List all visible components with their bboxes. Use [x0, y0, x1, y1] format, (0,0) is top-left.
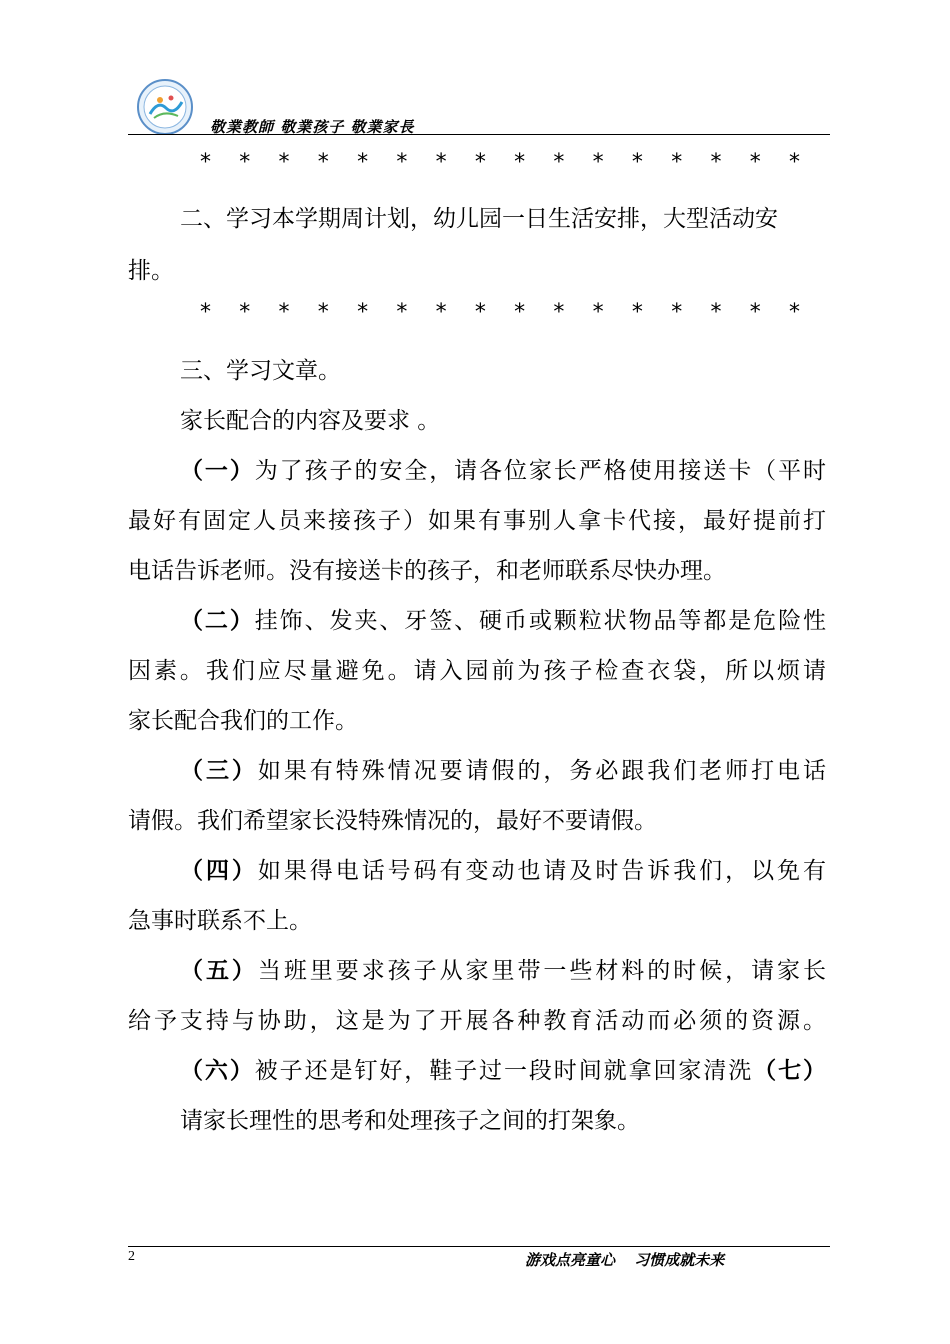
star: * [474, 150, 486, 175]
star: * [592, 300, 604, 325]
section3-heading: 三、学习文章。 [180, 358, 341, 384]
star: * [239, 150, 251, 175]
item4-line2: 急事时联系不上。 [128, 908, 312, 934]
star: * [710, 300, 722, 325]
kindergarten-logo [136, 78, 194, 136]
star: * [553, 300, 565, 325]
item2-label: （二） [180, 608, 255, 634]
star: * [396, 300, 408, 325]
item5-line1: （五）当班里要求孩子从家里带一些材料的时候，请家长 [180, 958, 826, 984]
item5-label: （五） [180, 958, 258, 984]
item2-line2: 因素。我们应尽量避免。请入园前为孩子检查衣袋，所以烦请 [128, 658, 826, 684]
star: * [671, 150, 683, 175]
star: * [631, 300, 643, 325]
star: * [553, 150, 565, 175]
star: * [749, 150, 761, 175]
item3-line2: 请假。我们希望家长没特殊情况的，最好不要请假。 [128, 808, 657, 834]
item6-line1: （六）被子还是钉好，鞋子过一段时间就拿回家清洗（七） [180, 1058, 827, 1084]
star: * [278, 150, 290, 175]
item1-line3: 电话告诉老师。没有接送卡的孩子，和老师联系尽快办理。 [128, 558, 726, 584]
header-motto: 敬業教師 敬業孩子 敬業家長 [210, 118, 415, 136]
star: * [200, 150, 211, 175]
star: * [631, 150, 643, 175]
footer-divider [128, 1246, 830, 1247]
page-header [128, 78, 830, 136]
star: * [239, 300, 251, 325]
item2-line1: （二）挂饰、发夹、牙签、硬币或颗粒状物品等都是危险性 [180, 608, 827, 634]
star-separator [200, 150, 800, 175]
star: * [435, 150, 447, 175]
item6-label: （六） [180, 1058, 255, 1084]
item2-line3: 家长配合我们的工作。 [128, 708, 358, 734]
star: * [317, 300, 329, 325]
item4-label: （四） [180, 858, 258, 884]
star: * [278, 300, 290, 325]
item7-line1: 请家长理性的思考和处理孩子之间的打架象。 [180, 1108, 640, 1134]
page-number: 2 [128, 1249, 135, 1264]
star: * [357, 300, 369, 325]
item7-label: （七） [753, 1058, 827, 1084]
star: * [514, 150, 526, 175]
star: * [788, 150, 800, 175]
section2-line2: 排。 [128, 258, 174, 284]
section3-subheading: 家长配合的内容及要求 。 [180, 408, 441, 434]
item1-line1: （一）为了孩子的安全，请各位家长严格使用接送卡（平时 [180, 458, 827, 484]
star: * [474, 300, 486, 325]
star: * [592, 150, 604, 175]
star: * [710, 150, 722, 175]
section2-line1: 二、学习本学期周计划，幼儿园一日生活安排，大型活动安 [180, 206, 778, 232]
item3-line1: （三）如果有特殊情况要请假的，务必跟我们老师打电话 [180, 758, 826, 784]
star: * [357, 150, 369, 175]
star: * [788, 300, 800, 325]
star-separator [200, 300, 800, 325]
star: * [435, 300, 447, 325]
star: * [396, 150, 408, 175]
item4-line1: （四）如果得电话号码有变动也请及时告诉我们，以免有 [180, 858, 826, 884]
header-divider [128, 134, 830, 135]
star: * [200, 300, 211, 325]
footer-slogan: 游戏点亮童心 习惯成就未来 [525, 1251, 725, 1269]
star: * [514, 300, 526, 325]
item3-label: （三） [180, 758, 258, 784]
item5-line2: 给予支持与协助，这是为了开展各种教育活动而必须的资源。 [128, 1008, 826, 1034]
item1-line2: 最好有固定人员来接孩子）如果有事别人拿卡代接，最好提前打 [128, 508, 826, 534]
star: * [671, 300, 683, 325]
item1-label: （一） [180, 458, 255, 484]
star: * [317, 150, 329, 175]
star: * [749, 300, 761, 325]
